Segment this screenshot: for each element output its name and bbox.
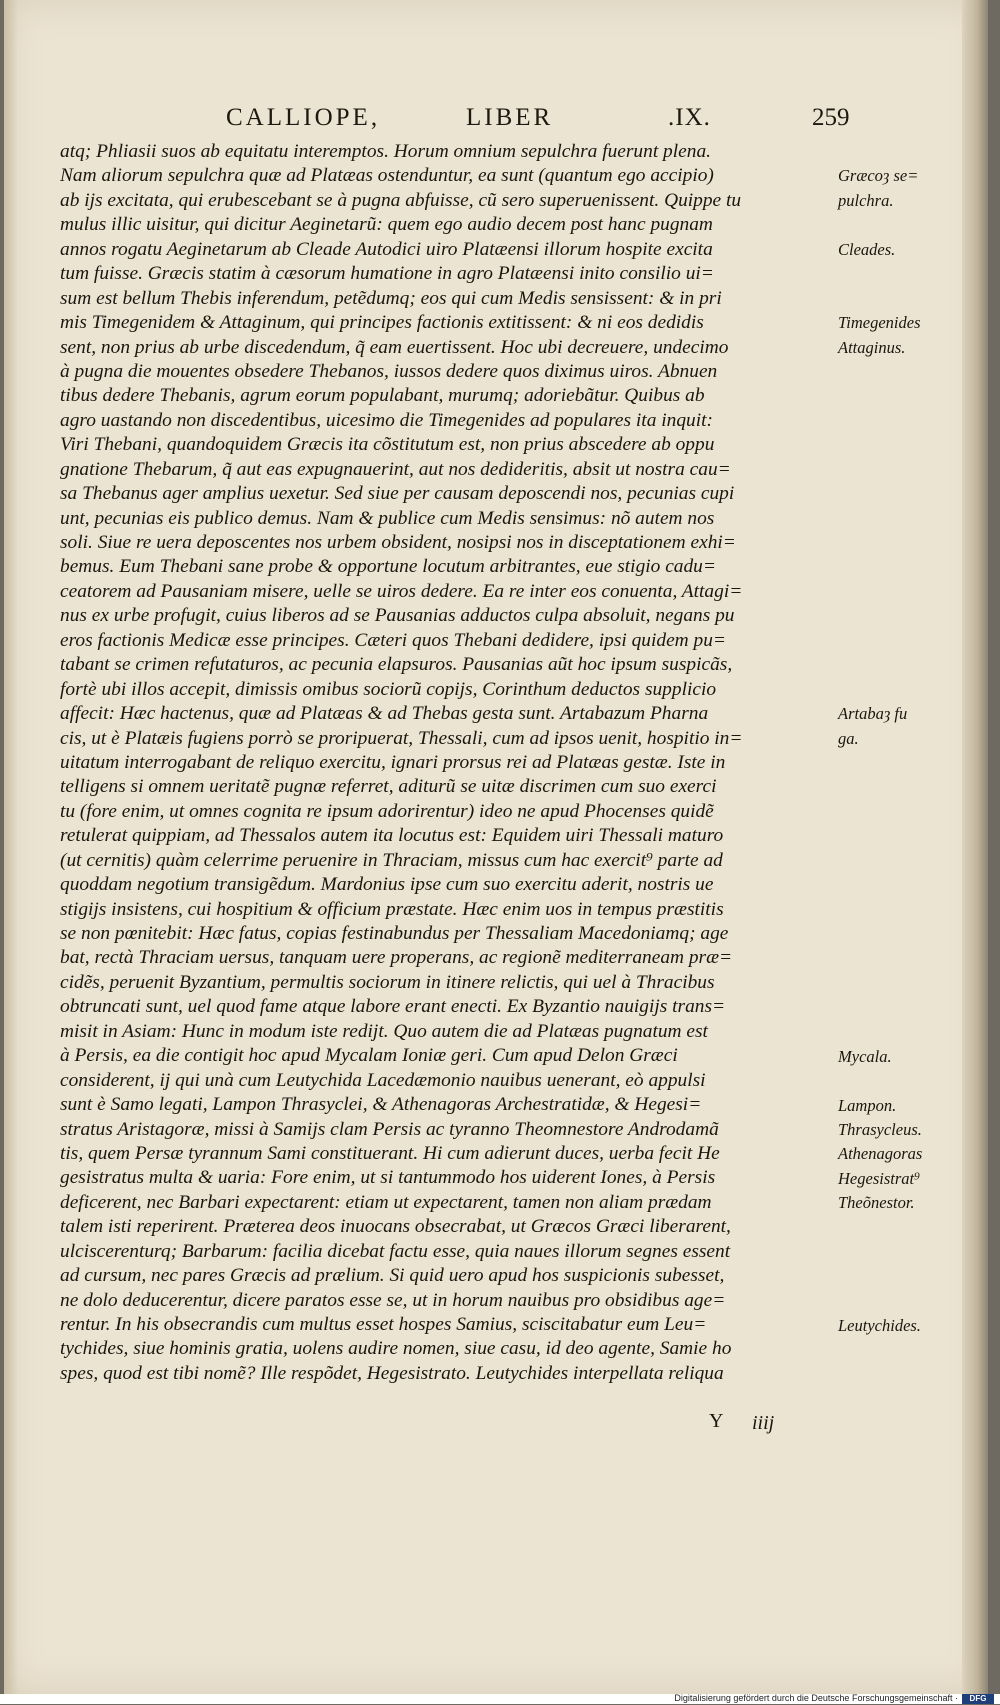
page-number: 259 [812, 104, 850, 131]
text-line: tychides, siue hominis gratia, uolens audire nomen, siue casu, id deo agente, Samie ho [60, 1338, 732, 1360]
text-line: sunt è Samo legati, Lampon Thrasyclei, & Athenagoras Archestratidæ, & Hegesi= [60, 1094, 702, 1116]
margin-note: Græcoȝ se= [838, 166, 919, 186]
text-line: uitatum interrogabant de reliquo exercitu, ignari prorsus rei ad Platæas gestæ. Iste in [60, 751, 726, 773]
text-line: (ut cernitis) quàm celerrime peruenire in Thraciam, missus cum hac exercit⁹ parte ad [60, 849, 723, 871]
text-line: mulus illic uisitur, qui dicitur Aeginetarũ: quem ego audio decem post hanc pugnam [60, 214, 713, 236]
text-line: gesistratus multa & uaria: Fore enim, ut si tantummodo hos uiderent Iones, à Persis [60, 1167, 716, 1189]
text-line: ceatorem ad Pausaniam misere, uelle se uiros dedere. Ea re inter eos conuenta, Attagi= [60, 580, 743, 602]
text-line: considerent, ij qui unà cum Leutychida Lacedæmonio nauibus uenerant, eò appulsi [60, 1069, 706, 1091]
text-line: stratus Aristagoræ, missi à Samijs clam Persis ac tyranno Theomnestore Androdamã [60, 1118, 719, 1140]
margin-note: Lampon. [838, 1095, 897, 1115]
header-chapter: .IX. [668, 104, 711, 131]
margin-note: Athenagoras [838, 1144, 923, 1164]
running-header [4, 104, 988, 134]
text-line: sum est bellum Thebis inferendum, petẽdumq; eos qui cum Medis sensissent: & in pri [60, 287, 722, 309]
gutter-shadow [4, 0, 18, 1694]
margin-note: pulchra. [838, 190, 894, 210]
text-line: misit in Asiam: Hunc in modum iste redijt. Quo autem die ad Platæas pugnatum est [60, 1020, 708, 1042]
text-line: bemus. Eum Thebani sane probe & opportune locutum arbitrantes, eue stigio cadu= [60, 556, 716, 578]
text-line: telligens si omnem ueritatẽ pugnæ referret, aditurũ se uitæ discrimen cum suo exerci [60, 776, 717, 798]
text-line: Viri Thebani, quandoquidem Græcis ita cõstitutum est, non prius abscedere ab oppu [60, 434, 715, 456]
page-edge-stack [962, 0, 988, 1694]
header-liber: LIBER [466, 104, 554, 131]
text-line: sent, non prius ab urbe discedendum, q̃ eam euertissent. Hoc ubi decreuere, undecimo [60, 336, 729, 358]
text-line: ab ijs excitata, qui erubescebant se à pugna abfuisse, cũ sero superuenissent. Quippe tu [60, 189, 742, 211]
margin-note: Attaginus. [838, 337, 906, 357]
text-line: sa Thebanus ager amplius uexetur. Sed siue per causam deposcendi nos, pecunias cupi [60, 483, 735, 505]
text-line: Nam aliorum sepulchra quæ ad Platæas ostenduntur, ea sunt (quantum ego accipio) [60, 165, 714, 187]
text-line: tis, quem Persæ tyrannum Sami constituerant. Hi cum adierunt duces, uerba fecit He [60, 1142, 720, 1164]
text-line: stigijs insistens, cui hospitium & officium præstate. Hæc enim uos in tempus præstitis [60, 898, 724, 920]
text-line: soli. Siue re uera deposcentes nos urbem obsident, nosipsi nos in disceptationem exhi= [60, 532, 736, 553]
text-line: à Persis, ea die contigit hoc apud Mycalam Ioniæ geri. Cum apud Delon Græci [60, 1045, 678, 1067]
text-line: ne dolo deducerentur, dicere paratos esse se, ut in horum nauibus pro obsidibus age= [60, 1289, 726, 1311]
signature-number: iiij [752, 1412, 775, 1434]
signature-letter: Y [709, 1410, 724, 1432]
footer-credit: Digitalisierung gefördert durch die Deutsche Forschungsgemeinschaft · [674, 1693, 958, 1703]
text-line: affecit: Hæc hactenus, quæ ad Platæas & ad Thebas gesta sunt. Artabazum Pharna [60, 703, 709, 725]
margin-note: Hegesistrat⁹ [838, 1168, 920, 1188]
text-line: agro uastando non discedentibus, uicesimo die Timegenides ad populares ita inquit: [60, 409, 713, 431]
text-line: tabant se crimen refutaturos, ac pecunia elapsuros. Pausanias aũt hoc ipsum suspicãs, [60, 654, 733, 676]
text-line: fortè ubi illos accepit, dimissis omibus sociorũ copijs, Corinthum deductos supplicio [60, 678, 717, 700]
text-line: à pugna die mouentes obsedere Thebanos, iussos dedere quos diximus uiros. Abnuen [60, 360, 718, 382]
text-line: tibus dedere Thebanis, agrum eorum populabant, murumq; adoriebãtur. Quibus ab [60, 385, 705, 407]
text-line: deficerent, nec Barbari expectarent: etiam ut expectarent, tamen non aliam prædam [60, 1191, 712, 1213]
text-line: cidẽs, peruenit Byzantium, permultis sociorum in itinere relictis, qui uel à Thracibus [60, 971, 715, 993]
text-line: mis Timegenidem & Attaginum, qui principes factionis extitissent: & ni eos dedidis [60, 312, 704, 334]
text-line: eros factionis Medicæ esse principes. Cæteri quos Thebani dedidere, ipsi quidem pu= [60, 629, 727, 651]
margin-note: Mycala. [838, 1046, 892, 1066]
text-line: rentur. In his obsecrandis cum multus esset hospes Samius, sciscitabatur eum Leu= [60, 1314, 707, 1335]
dfg-logo-icon: DFG [962, 1694, 994, 1704]
header-title: CALLIOPE, [226, 104, 381, 131]
text-line: annos rogatu Aeginetarum ab Cleade Autodici uiro Platæensi illorum hospite excita [60, 238, 713, 260]
margin-note: Cleades. [838, 239, 896, 259]
margin-note: Theõnestor. [838, 1193, 915, 1213]
margin-note: ga. [838, 728, 859, 748]
text-line: talem isti reperirent. Præterea deos inuocans obsecrabat, ut Græcos Græci liberarent, [60, 1216, 731, 1238]
text-line: tu (fore enim, ut omnes cognita re ipsum adorirentur) ideo ne apud Phocenses quidẽ [60, 800, 714, 822]
text-line: bat, rectà Thraciam uersus, tanquam uere properans, ac regionẽ mediterraneam præ= [60, 947, 733, 969]
text-line: se non pœnitebit: Hæc fatus, copias festinabundus per Thessaliam Macedoniamq; age [60, 923, 729, 944]
margin-note: Timegenides [838, 313, 921, 333]
text-line: tum fuisse. Græcis statim à cæsorum humatione in agro Platæensi inito consilio ui= [60, 263, 714, 285]
text-line: obtruncati sunt, uel quod fame atque labore erant enecti. Ex Byzantio nauigijs trans= [60, 996, 726, 1018]
text-line: cis, ut è Platæis fugiens porrò se proripuerat, Thessali, cum ad ipsos uenit, hospitio in= [60, 727, 743, 749]
book-page [4, 0, 988, 1694]
text-line: nus ex urbe profugit, cuius liberos ad se Pausanias adductos culpa absoluit, negans pu [60, 605, 735, 627]
text-line: atq; Phliasii suos ab equitatu interemptos. Horum omnium sepulchra fuerunt plena. [60, 141, 711, 162]
margin-note: Artabaȝ fu [838, 704, 908, 724]
text-line: unt, pecunias eis publico demus. Nam & publice cum Medis sensimus: nõ autem nos [60, 507, 715, 529]
text-line: ad cursum, nec pares Græcis ad prælium. Si quid uero apud hos suspicionis subesset, [60, 1265, 725, 1287]
text-line: spes, quod est tibi nomẽ? Ille respõdet, Hegesistrato. Leutychides interpellata reliqua [60, 1362, 724, 1384]
main-text-block [60, 140, 830, 1386]
margin-note: Leutychides. [838, 1315, 921, 1335]
text-line: gnatione Thebarum, q̃ aut eas expugnauerint, aut nos dedideritis, absit ut nostra cau= [60, 458, 731, 480]
margin-note: Thrasycleus. [838, 1120, 922, 1139]
text-line: retulerat quippiam, ad Thessalos autem ita locutus est: Equidem uiri Thessali maturo [60, 825, 724, 847]
text-line: ulciscerenturq; Barbarum: facilia dicebat factu esse, quia naues illorum segnes essent [60, 1240, 731, 1262]
text-line: quoddam negotium transigẽdum. Mardonius ipse cum suo exercitu aderit, nostris ue [60, 874, 714, 896]
